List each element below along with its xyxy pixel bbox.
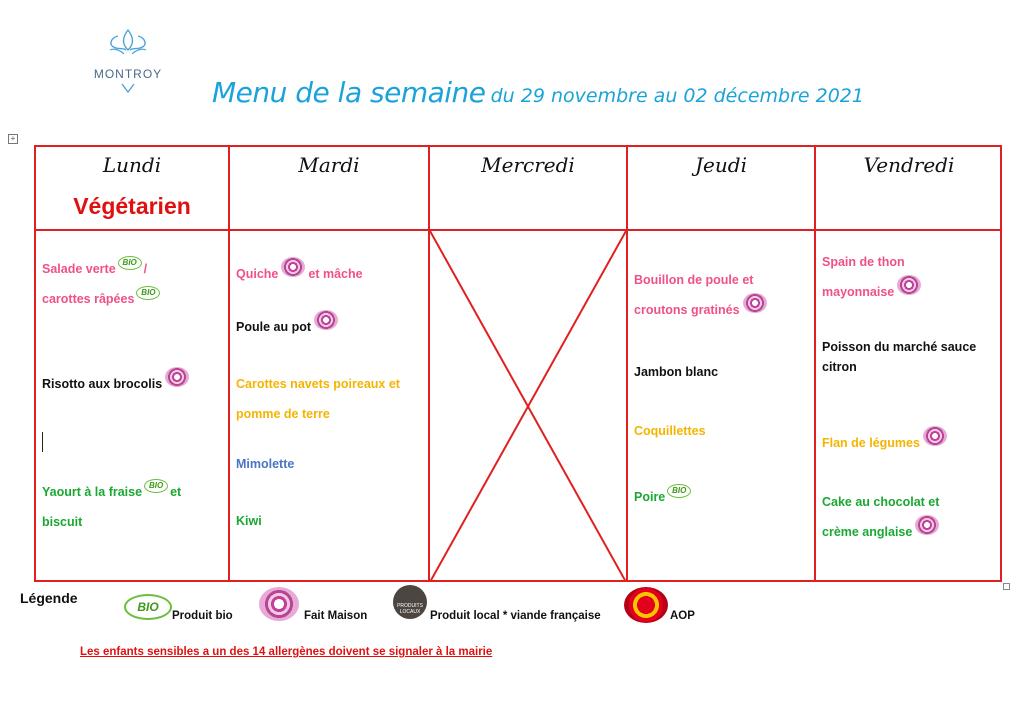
fait-maison-icon xyxy=(165,367,189,387)
fait-maison-icon xyxy=(314,310,338,330)
column-divider xyxy=(626,147,628,580)
day-mardi: Mardi xyxy=(298,153,360,177)
bio-icon: BIO xyxy=(136,286,160,300)
day-lundi: Lundi xyxy=(102,153,162,177)
table-resize-handle[interactable] xyxy=(1003,583,1010,590)
mardi-fromage: Mimolette xyxy=(236,457,295,471)
title-main: Menu de la semaine xyxy=(212,76,486,109)
logo-text: MONTROY xyxy=(93,67,163,81)
lundi-entree: Salade verte BIO / carottes râpées BIO xyxy=(42,254,162,314)
column-divider xyxy=(228,147,230,580)
legend-bio-label: Produit bio xyxy=(172,610,233,622)
vendredi-entree: Spain de thon mayonnaise xyxy=(822,247,924,307)
page-title xyxy=(212,76,864,109)
text-cursor xyxy=(42,432,43,452)
bio-icon: BIO xyxy=(667,484,691,498)
fait-maison-icon xyxy=(743,293,767,313)
day-vendredi: Vendredi xyxy=(863,153,955,177)
produit-local-icon: PRODUITS LOCAUX xyxy=(393,585,427,619)
logo-mark-icon xyxy=(86,80,170,100)
fait-maison-icon xyxy=(259,587,299,621)
title-dates: du 29 novembre au 02 décembre 2021 xyxy=(490,85,864,107)
legend-local-label: Produit local * viande française xyxy=(430,610,601,622)
montroy-logo xyxy=(86,28,170,98)
legend-fait-maison-label: Fait Maison xyxy=(304,610,368,622)
bio-icon: BIO xyxy=(118,256,142,270)
fait-maison-icon xyxy=(915,515,939,535)
vendredi-dessert: Cake au chocolat et crème anglaise xyxy=(822,495,940,539)
legend-aop-label: AOP xyxy=(670,610,695,622)
jeudi-dessert: Poire BIO xyxy=(634,482,693,512)
fleur-de-lis-icon xyxy=(100,28,156,68)
menu-table xyxy=(34,145,1002,582)
day-jeudi: Jeudi xyxy=(695,153,747,177)
legend-title: Légende xyxy=(20,590,78,606)
jeudi-entree: Bouillon de poule et croutons gratinés xyxy=(634,265,770,325)
mardi-dessert: Kiwi xyxy=(236,514,262,528)
jeudi-plat: Jambon blanc xyxy=(634,365,719,379)
allergy-notice: Les enfants sensibles a un des 14 allergènes doivent se signaler à la mairie xyxy=(80,646,493,658)
vegetarien-tag: Végétarien xyxy=(73,193,191,219)
jeudi-accompagnement: Coquillettes xyxy=(634,424,706,438)
mardi-entree: Quiche et mâche xyxy=(236,259,363,289)
mercredi-cross xyxy=(430,231,626,582)
vendredi-plat: Poisson du marché sauce citron xyxy=(822,340,977,374)
bio-icon: BIO xyxy=(124,594,172,620)
lundi-plat: Risotto aux brocolis xyxy=(42,369,192,399)
vendredi-accompagnement: Flan de légumes xyxy=(822,428,950,458)
column-divider xyxy=(814,147,816,580)
table-move-handle[interactable]: + xyxy=(8,134,18,144)
fait-maison-icon xyxy=(923,426,947,446)
fait-maison-icon xyxy=(897,275,921,295)
lundi-dessert: Yaourt à la fraise BIO et biscuit xyxy=(42,480,182,529)
mardi-accompagnement: Carottes navets poireaux et pomme de terre xyxy=(236,377,400,421)
day-mercredi: Mercredi xyxy=(481,153,575,177)
mardi-plat: Poule au pot xyxy=(236,312,341,342)
fait-maison-icon xyxy=(281,257,305,277)
bio-icon: BIO xyxy=(144,479,168,493)
aop-icon xyxy=(624,587,668,623)
